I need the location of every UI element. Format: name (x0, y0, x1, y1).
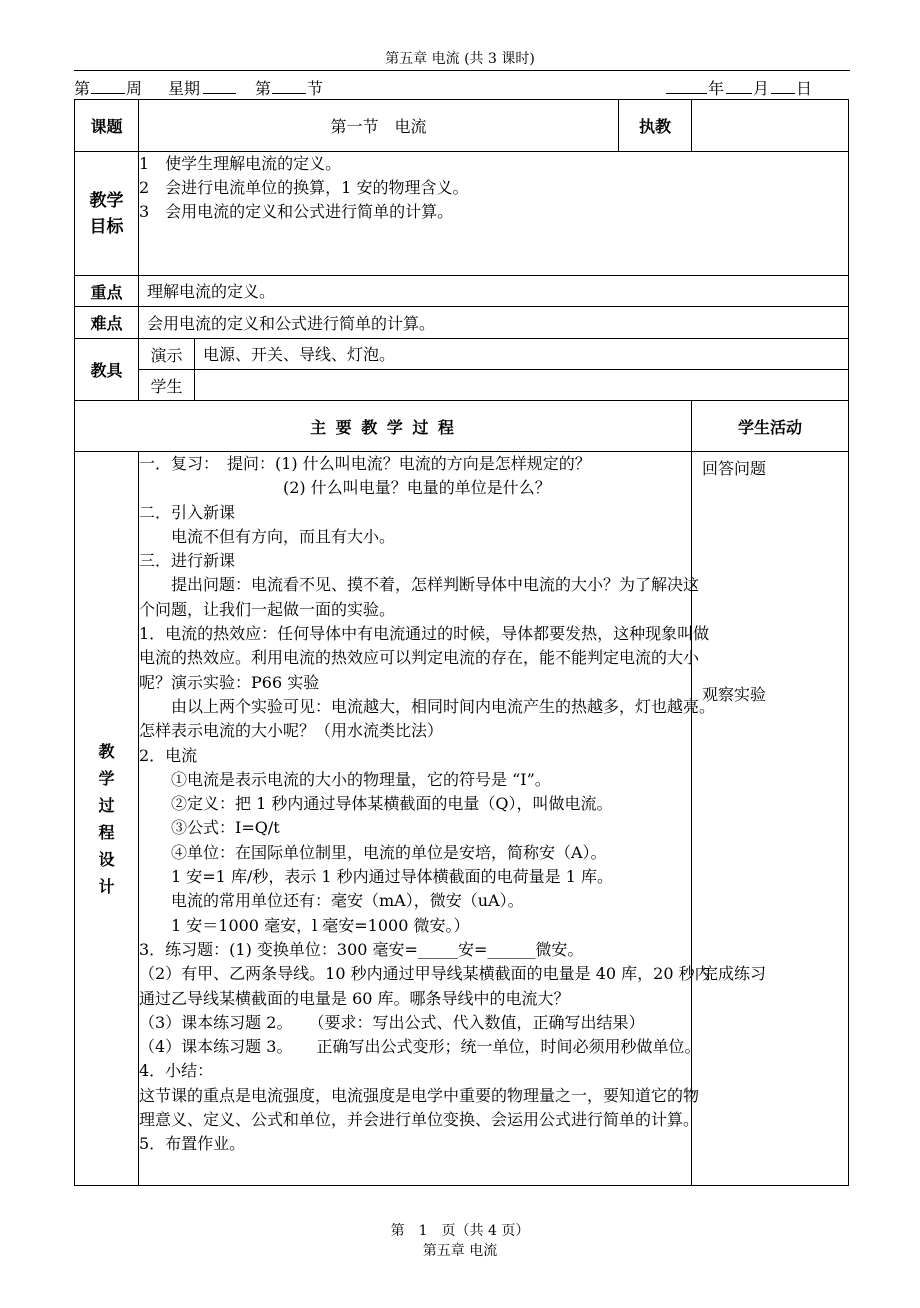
goal-item: 3 会用电流的定义和公式进行简单的计算。 (139, 202, 454, 221)
process-line: ④单位：在国际单位制里，电流的单位是安培，简称安（A）。 (139, 842, 607, 862)
month-blank[interactable] (726, 76, 752, 94)
topic-label: 课题 (75, 100, 139, 152)
date-ri: 日 (796, 79, 813, 98)
topic-value: 第一节 电流 (139, 100, 619, 152)
process-line: 呢？演示实验：P66 实验 (139, 672, 320, 692)
process-line: 5．布置作业。 (139, 1134, 246, 1154)
year-blank[interactable] (666, 76, 707, 94)
process-line: 这节课的重点是电流强度，电流强度是电学中重要的物理量之一，要知道它的物 (139, 1085, 700, 1105)
date-zhou: 周 (126, 79, 143, 98)
date-xingqi: 星期 (168, 79, 201, 98)
demo-label: 演示 (139, 339, 195, 370)
goals-label: 教学目标 (75, 152, 139, 276)
period-blank[interactable] (272, 76, 306, 94)
activity-heading: 学生活动 (692, 401, 849, 452)
footer-chapter: 第五章 电流 (422, 1243, 498, 1259)
process-line: （2）有甲、乙两条导线。10 秒内通过甲导线某横截面的电量是 40 库，20 秒内 (139, 964, 711, 984)
key-point-value: 理解电流的定义。 (139, 276, 849, 307)
process-line: 怎样表示电流的大小呢？（用水流类比法） (139, 721, 444, 741)
process-line: 1．电流的热效应：任何导体中有电流通过的时候，导体都要发热，这种现象叫做 (139, 624, 710, 644)
date-di2: 第 (255, 79, 272, 98)
process-line: 一．复习： 提问：(1) 什么叫电流？电流的方向是怎样规定的？ (139, 454, 591, 473)
activity-column (692, 452, 849, 1186)
difficulty-value: 会用电流的定义和公式进行简单的计算。 (139, 307, 849, 339)
goal-item: 1 使学生理解电流的定义。 (139, 154, 342, 173)
demo-value: 电源、开关、导线、灯泡。 (195, 339, 849, 370)
design-label: 教学过程设计 (75, 452, 139, 1186)
process-line: 提出问题：电流看不见、摸不着，怎样判断导体中电流的大小？为了解决这 (139, 575, 700, 595)
footer-page-number: 第 1 页（共 4 页） (390, 1223, 530, 1239)
difficulty-label: 难点 (75, 307, 139, 339)
student-value[interactable] (195, 370, 849, 401)
process-line: 电流的热效应。利用电流的热效应可以判定电流的存在，能不能判定电流的大小 (139, 648, 700, 668)
goal-item: 2 会进行电流单位的换算，1 安的物理含义。 (139, 178, 469, 197)
process-line: ②定义：把 1 秒内通过导体某横截面的电量（Q），叫做电流。 (139, 794, 613, 814)
process-line: 2．电流 (139, 745, 198, 765)
process-line: 个问题，让我们一起做一面的实验。 (139, 599, 396, 619)
process-body (139, 452, 716, 1186)
process-heading: 主 要 教 学 过 程 (75, 401, 692, 452)
teacher-value[interactable] (692, 100, 849, 152)
process-line: 1 安=1 库/秒，表示 1 秒内通过导体横截面的电荷量是 1 库。 (139, 867, 614, 887)
process-line: 3．练习题：(1) 变换单位：300 毫安=_____安=______微安。 (139, 939, 584, 959)
page-header-title: 第五章 电流 (共 3 课时) (385, 51, 535, 67)
process-line: （4）课本练习题 3。 正确写出公式变形；统一单位，时间必须用秒做单位。 (139, 1037, 701, 1057)
process-line: (2) 什么叫电量？电量的单位是什么？ (139, 478, 551, 498)
process-line: 通过乙导线某横截面的电量是 60 库。哪条导线中的电流大？ (139, 988, 570, 1008)
process-line: 电流不但有方向，而且有大小。 (139, 526, 396, 546)
activity-item: 回答问题 (702, 459, 767, 478)
process-line: 4．小结： (139, 1061, 214, 1081)
process-line: ③公式：I=Q/t (139, 818, 280, 838)
weekday-blank[interactable] (203, 76, 236, 94)
date-line (74, 76, 850, 98)
process-line: 1 安＝1000 毫安，l 毫安=1000 微安。） (139, 915, 470, 935)
key-point-label: 重点 (75, 276, 139, 307)
date-yue: 月 (753, 79, 770, 98)
date-jie: 节 (307, 79, 324, 98)
process-line: 二．引入新课 (139, 502, 236, 522)
student-label: 学生 (139, 370, 195, 401)
process-line: 由以上两个实验可见：电流越大，相同时间内电流产生的热越多，灯也越亮。 (139, 696, 716, 716)
teacher-label: 执教 (619, 100, 692, 152)
process-line: ①电流是表示电流的大小的物理量，它的符号是 “I”。 (139, 769, 551, 789)
process-line: 三．进行新课 (139, 551, 236, 571)
activity-item: 完成练习 (702, 964, 767, 983)
week-blank[interactable] (91, 76, 125, 94)
process-line: 理意义、定义、公式和单位，并会进行单位变换、会运用公式进行简单的计算。 (139, 1110, 700, 1130)
process-line: 电流的常用单位还有：毫安（mA），微安（uA）。 (139, 891, 524, 911)
goals-list (139, 152, 849, 276)
date-di: 第 (74, 79, 91, 98)
process-line: （3）课本练习题 2。 （要求：写出公式、代入数值，正确写出结果） (139, 1012, 645, 1032)
activity-item: 观察实验 (702, 685, 767, 704)
date-nian: 年 (708, 79, 725, 98)
lesson-plan-table (74, 99, 849, 1186)
tools-label: 教具 (75, 339, 139, 401)
header-rule (74, 70, 850, 71)
day-blank[interactable] (771, 76, 795, 94)
